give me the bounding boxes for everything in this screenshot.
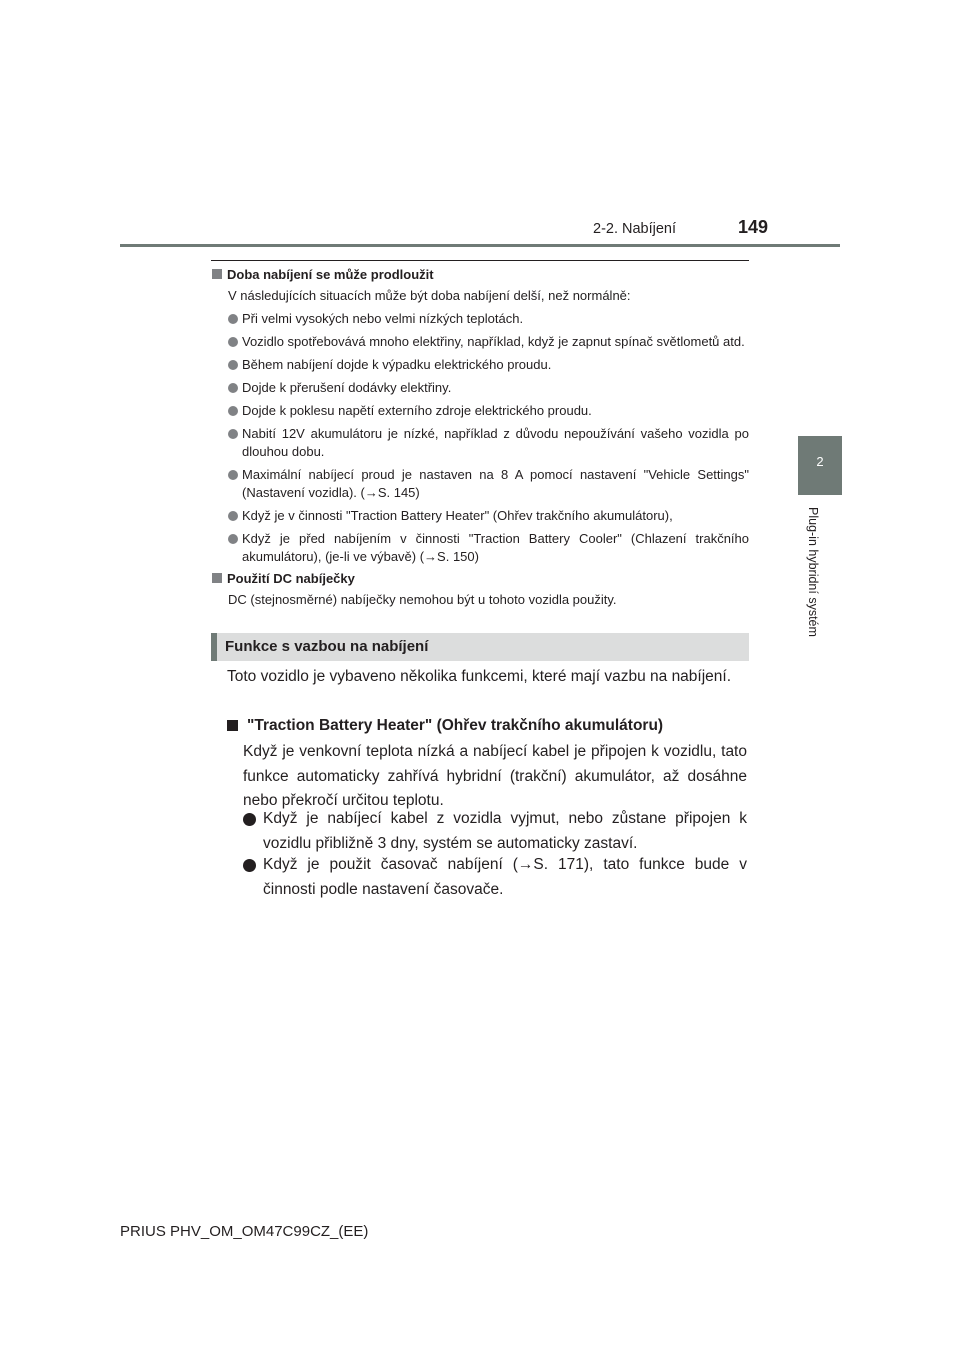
- bullet-dot-icon: [243, 859, 256, 872]
- bullet-dot-icon: [228, 470, 238, 480]
- list-item-text: Při velmi vysokých nebo velmi nízkých teplotách.: [242, 311, 524, 326]
- page-number: 149: [738, 217, 769, 237]
- list-item: [211, 530, 749, 566]
- notes-top-rule: [211, 260, 749, 261]
- list-item-text: Maximální nabíjecí proud je nastaven na 8 A pomocí nastavení "Vehicle Settings" (Nastavení vozidla). (→S. 145): [242, 467, 749, 500]
- section-intro: Toto vozidlo je vybaveno několika funkcemi, které mají vazbu na nabíjení.: [227, 668, 732, 685]
- note-heading-charging-time: [211, 266, 749, 284]
- document-code: PRIUS PHV_OM_OM47C99CZ_(EE): [120, 1223, 369, 1240]
- note-intro: V následujících situacích může být doba nabíjení delší, než normálně:: [228, 288, 631, 303]
- subsection-heading-text: "Traction Battery Heater" (Ohřev trakčního akumulátoru): [247, 717, 664, 734]
- list-item-text: Když je použit časovač nabíjení (→S. 171), tato funkce bude v činnosti podle nastavení časovače.: [263, 856, 747, 898]
- list-item: [243, 853, 747, 902]
- section-heading-bar: [211, 633, 749, 661]
- list-item-text: Během nabíjení dojde k výpadku elektrického proudu.: [242, 357, 552, 372]
- note-dc-text: DC (stejnosměrné) nabíječky nemohou být u tohoto vozidla použity.: [228, 592, 617, 607]
- list-item-text: Dojde k poklesu napětí externího zdroje elektrického proudu.: [242, 403, 592, 418]
- chapter-number: 2: [816, 454, 824, 469]
- list-item-text: Nabití 12V akumulátoru je nízké, například z důvodu nepoužívání vašeho vozidla po dlouhou dobu.: [242, 426, 749, 459]
- bullet-dot-icon: [228, 534, 238, 544]
- bullet-dot-icon: [228, 337, 238, 347]
- list-item-text: Když je nabíjecí kabel z vozidla vyjmut, nebo zůstane připojen k vozidlu přibližně 3 dny, systém se automaticky zastaví.: [263, 810, 747, 852]
- note-heading-dc-charger: [211, 570, 749, 588]
- list-item: [211, 402, 749, 420]
- subsection-paragraph: Když je venkovní teplota nízká a nabíjecí kabel je připojen k vozidlu, tato funkce automaticky zahřívá hybridní (trakční) akumulátor, až dosáhne nebo překročí určitou teplotu.: [243, 743, 747, 809]
- chapter-title: Plug-in hybridní systém: [806, 507, 820, 637]
- notes-block: [211, 266, 749, 609]
- subsection-heading: [227, 715, 747, 737]
- list-item-text: Vozidlo spotřebovává mnoho elektřiny, například, když je zapnut spínač světlometů atd.: [242, 334, 745, 349]
- header-divider: [120, 244, 840, 247]
- list-item: [211, 425, 749, 461]
- section-accent: [211, 633, 217, 661]
- list-item: [211, 310, 749, 328]
- square-bullet-icon: [212, 573, 222, 583]
- list-item: [211, 333, 749, 351]
- list-item: [211, 466, 749, 502]
- bullet-dot-icon: [228, 511, 238, 521]
- chapter-tab: [798, 436, 842, 495]
- bullet-dot-icon: [228, 314, 238, 324]
- bullet-dot-icon: [228, 406, 238, 416]
- list-item-text: Když je před nabíjením v činnosti "Traction Battery Cooler" (Chlazení trakčního akumulátoru), (je-li ve výbavě) (→S. 150): [242, 531, 749, 564]
- note-heading-text: Doba nabíjení se může prodloužit: [227, 267, 434, 282]
- bullet-dot-icon: [228, 429, 238, 439]
- list-item-text: Když je v činnosti "Traction Battery Heater" (Ohřev trakčního akumulátoru),: [242, 508, 673, 523]
- section-title: Funkce s vazbou na nabíjení: [225, 638, 429, 655]
- note-heading-text: Použití DC nabíječky: [227, 571, 355, 586]
- bullet-dot-icon: [228, 360, 238, 370]
- square-bullet-icon: [212, 269, 222, 279]
- list-item: [211, 507, 749, 525]
- list-item: [211, 379, 749, 397]
- bullet-dot-icon: [243, 813, 256, 826]
- bullet-dot-icon: [228, 383, 238, 393]
- list-item: [211, 356, 749, 374]
- square-bullet-icon: [227, 720, 238, 731]
- list-item: [243, 807, 747, 856]
- list-item-text: Dojde k přerušení dodávky elektřiny.: [242, 380, 452, 395]
- header-section-title: 2-2. Nabíjení: [593, 221, 677, 237]
